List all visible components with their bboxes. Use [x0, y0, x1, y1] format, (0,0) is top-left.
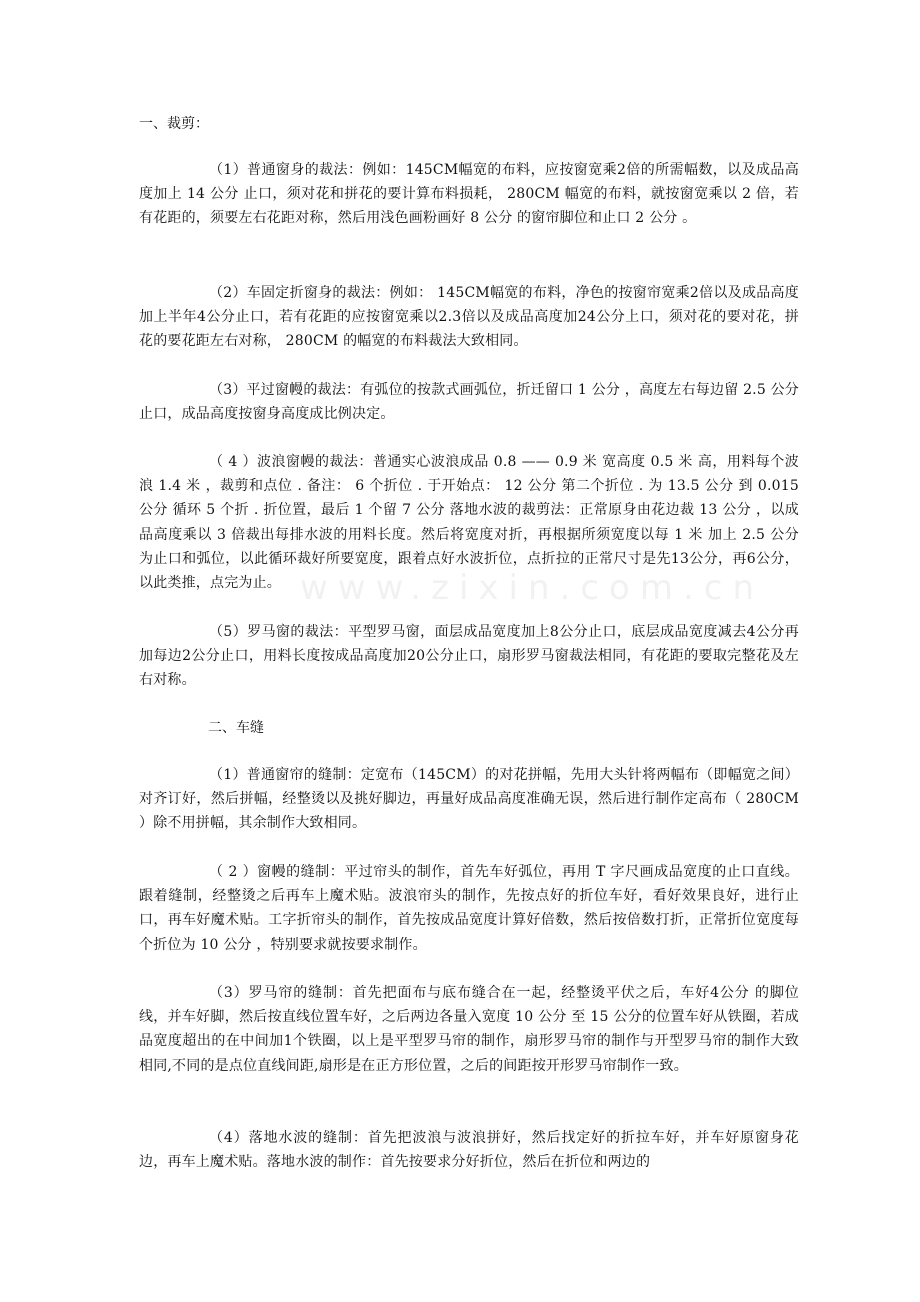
- section-heading-cutting: 一、裁剪：: [139, 116, 209, 132]
- paragraph-sewing-3: （3）罗马帘的缝制：首先把面布与底布缝合在一起，经整烫平伏之后，车好4公分 的脚位线，并车好脚，然后按直线位置车好，之后两边各量入宽度 10 公分 至 15 公分的位置车好从铁圈，若成品宽度超出的在中间加1个铁圈，以上是平型罗马帘的制作，扇形罗马帘的制作与开型罗马帘的制作大致相同,不同的是点位直线间距,扇形是在正方形位置，之后的间距按开形罗马帘制作一致。: [139, 985, 799, 1074]
- paragraph-cutting-2: （2）车固定折窗身的裁法：例如： 145CM幅宽的布料，净色的按窗帘宽乘2倍以及成品高度加上半年4公分止口，若有花距的应按窗宽乘以2.3倍以及成品高度加24公分上口，须对花的要对花，拼花的要花距左右对称， 280CM 的幅宽的布料裁法大致相同。: [139, 285, 799, 350]
- section-heading-sewing: 二、车缝: [208, 720, 264, 736]
- paragraph-sewing-2: （ 2 ）窗幔的缝制：平过帘头的制作，首先车好弧位，再用 T 字尺画成品宽度的止口直线。跟着缝制，经整烫之后再车上魔术贴。波浪帘头的制作，先按点好的折位车好，看好效果良好，进行止口，再车好魔术贴。工字折帘头的制作，首先按成品宽度计算好倍数，然后按倍数打折，正常折位宽度每个折位为 10 公分 ，特别要求就按要求制作。: [139, 864, 799, 953]
- watermark: www.zixin.com.cn: [300, 568, 764, 608]
- paragraph-sewing-4: （4）落地水波的缝制：首先把波浪与波浪拼好，然后找定好的折拉车好，并车好原窗身花边，再车上魔术贴。落地水波的制作：首先按要求分好折位，然后在折位和两边的: [139, 1130, 799, 1171]
- paragraph-cutting-4: （ 4 ）波浪窗幔的裁法：普通实心波浪成品 0.8 —— 0.9 米 宽高度 0.5 米 高，用料每个波浪 1.4 米 ，裁剪和点位 . 备注： 6 个折位 . 于开始点： 12 公分 第二个折位 . 为 13.5 公分 到 0.015 公分 循环 5 个折 . 折位置，最后 1 个留 7 公分 落地水波的裁剪法：正常原身由花边裁 13 公分 ，以成品高度乘以 3 倍裁出每排水波的用料长度。然后将宽度对折，再根据所须宽度以每 1 米 加上 2.5 公分 为止口和弧位，以此循环裁好所要宽度，跟着点好水波折位，点折拉的正常尺寸是先13公分，再6公分，以此类推，点完为止。: [139, 454, 799, 592]
- paragraph-cutting-5: （5）罗马窗的裁法：平型罗马窗，面层成品宽度加上8公分止口，底层成品宽度减去4公分再加每边2公分止口，用料长度按成品高度加20公分止口，扇形罗马窗裁法相同，有花距的要取完整花及左右对称。: [139, 624, 799, 689]
- paragraph-cutting-1: （1）普通窗身的裁法：例如：145CM幅宽的布料，应按窗宽乘2倍的所需幅数，以及成品高度加上 14 公分 止口，须对花和拼花的要计算布料损耗， 280CM 幅宽的布料，就按窗宽乘以 2 倍，若有花距的，须要左右花距对称，然后用浅色画粉画好 8 公分 的窗帘脚位和止口 2 公分 。: [139, 162, 799, 227]
- paragraph-cutting-3: （3）平过窗幔的裁法：有弧位的按款式画弧位，折迁留口 1 公分 ，高度左右每边留 2.5 公分 止口，成品高度按窗身高度成比例决定。: [139, 382, 799, 423]
- paragraph-sewing-1: （1）普通窗帘的缝制：定宽布（145CM）的对花拼幅，先用大头针将两幅布（即幅宽之间）对齐订好，然后拼幅，经整烫以及挑好脚边，再量好成品高度准确无误，然后进行制作定高布（ 280CM ）除不用拼幅，其余制作大致相同。: [139, 767, 799, 832]
